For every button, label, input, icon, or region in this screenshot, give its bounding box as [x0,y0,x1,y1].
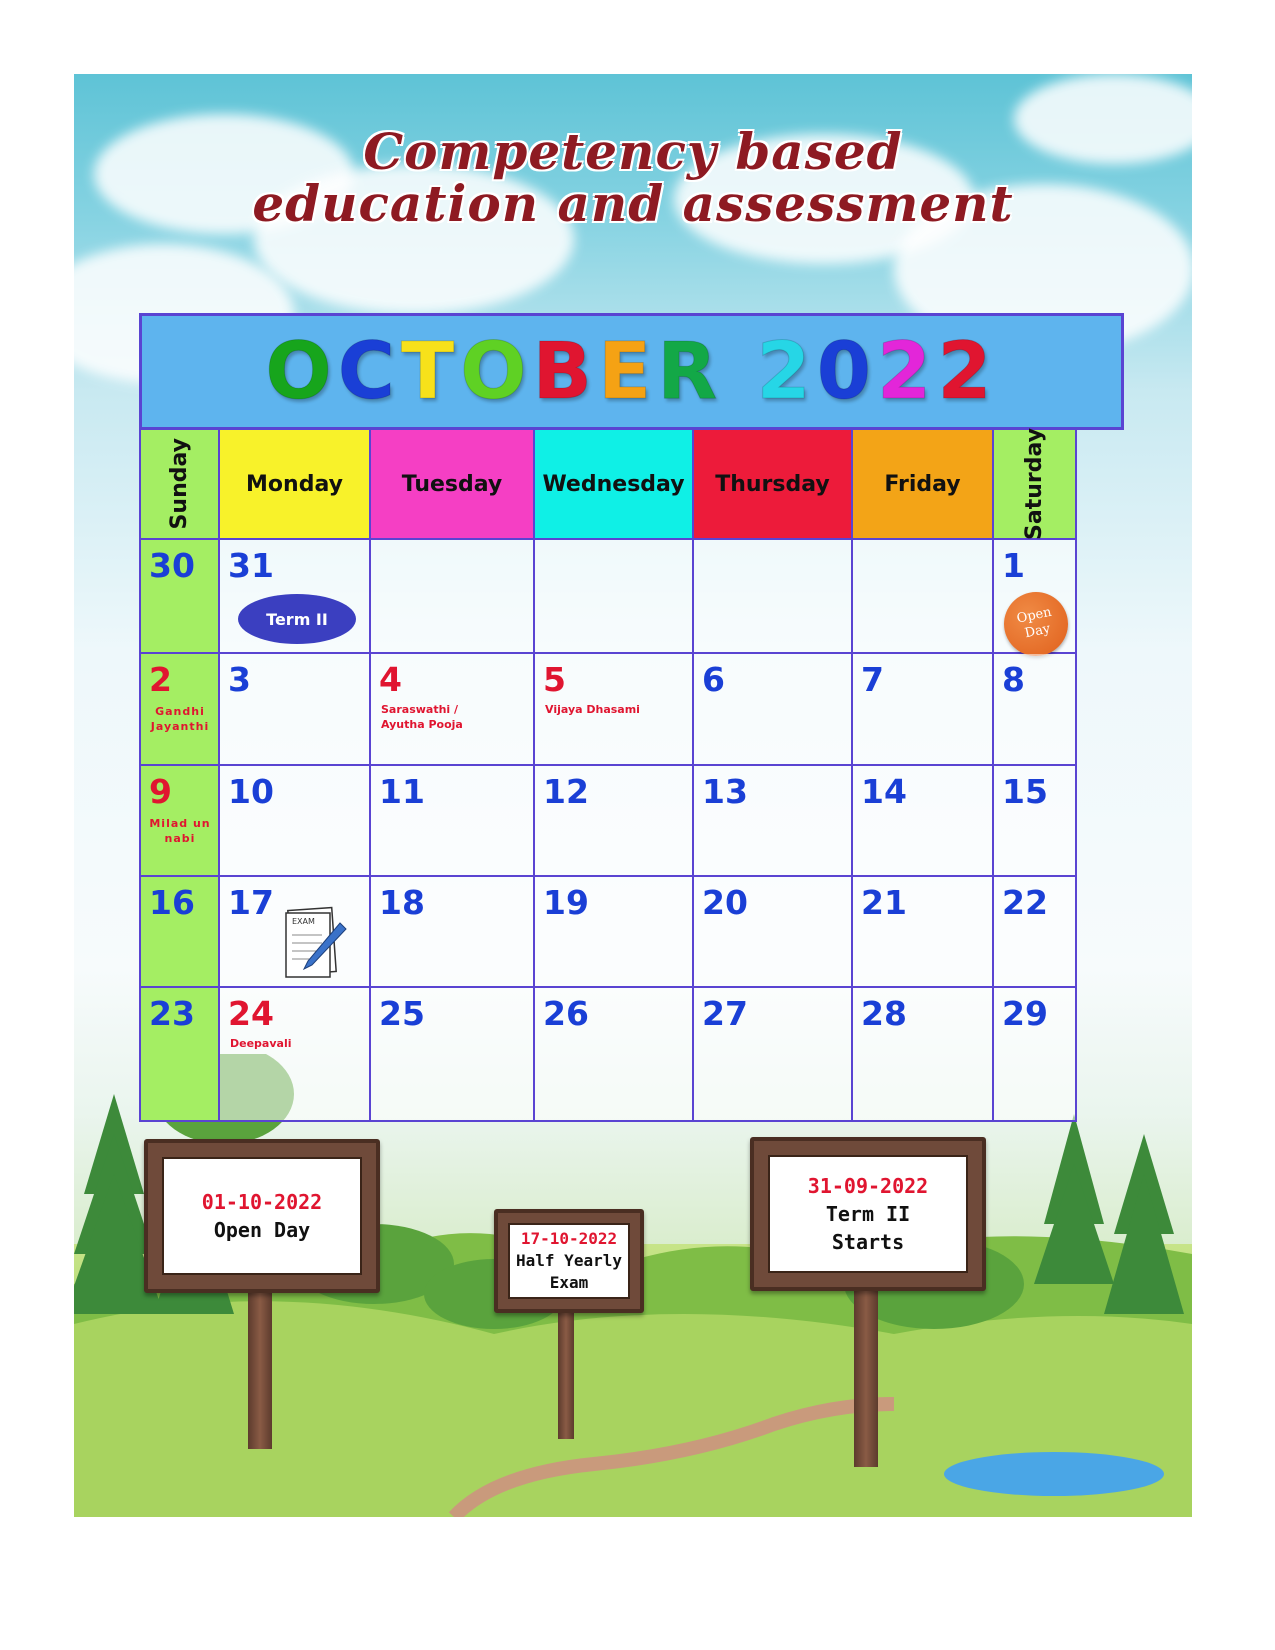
signboard-half-yearly-exam [494,1209,644,1439]
month-header-letter [723,327,756,417]
date-cell-empty[interactable] [853,540,994,654]
sign-label: Half Yearly Exam [516,1251,622,1292]
sign-date: 31-09-2022 [807,1174,929,1198]
date-number: 29 [1002,994,1048,1033]
date-cell-27[interactable] [694,988,853,1122]
date-cell-17[interactable] [220,877,371,988]
date-number: 23 [149,994,195,1033]
date-cell-10[interactable] [220,766,371,877]
month-header [139,313,1124,430]
month-header-letter: 2 [877,326,938,417]
day-header-sunday [139,430,220,540]
day-header-monday [220,430,371,540]
date-number: 28 [861,994,907,1033]
day-header-label: Tuesday [401,471,503,497]
date-cell-22[interactable] [994,877,1077,988]
date-number: 11 [379,772,425,811]
date-cell-4[interactable] [371,654,535,766]
sign-board [494,1209,644,1313]
day-header-label: Thursday [715,471,830,497]
month-header-letter: O [265,326,338,417]
date-cell-19[interactable] [535,877,694,988]
date-number: 22 [1002,883,1048,922]
open-day-badge [998,586,1074,662]
month-header-letter: B [532,326,598,417]
date-cell-3[interactable] [220,654,371,766]
date-number: 31 [228,546,274,585]
date-cell-28[interactable] [853,988,994,1122]
date-number: 19 [543,883,589,922]
date-number: 17 [228,883,274,922]
page-title [74,122,1192,233]
day-header-label: Monday [246,471,343,497]
date-cell-23[interactable] [139,988,220,1122]
exam-paper-icon [282,903,350,983]
date-number: 26 [543,994,589,1033]
title-line-1: Competency based [363,122,903,181]
signboard-term-two [750,1137,990,1467]
date-cell-25[interactable] [371,988,535,1122]
sign-panel [768,1155,968,1273]
date-cell-26[interactable] [535,988,694,1122]
day-header-saturday [994,430,1077,540]
date-number: 10 [228,772,274,811]
date-cell-empty[interactable] [371,540,535,654]
day-header-label: Wednesday [542,471,685,497]
exam-paper-label: EXAM [292,917,315,926]
date-number: 9 [149,772,172,811]
date-cell-24[interactable] [220,988,371,1122]
day-header-tuesday [371,430,535,540]
date-cell-12[interactable] [535,766,694,877]
day-header-wednesday [535,430,694,540]
date-number: 7 [861,660,884,699]
signboard-open-day [144,1139,384,1449]
date-number: 18 [379,883,425,922]
date-cell-15[interactable] [994,766,1077,877]
date-cell-31[interactable] [220,540,371,654]
date-number: 12 [543,772,589,811]
date-number: 20 [702,883,748,922]
date-number: 25 [379,994,425,1033]
holiday-note: Deepavali [230,1037,292,1050]
month-header-letter: 0 [816,326,878,417]
date-number: 13 [702,772,748,811]
date-number: 8 [1002,660,1025,699]
date-cell-5[interactable] [535,654,694,766]
date-number: 5 [543,660,566,699]
sign-board [750,1137,986,1291]
date-cell-2[interactable] [139,654,220,766]
month-header-letter: O [460,326,533,417]
pine-trees-right [1034,1114,1184,1314]
month-header-letter: T [400,326,461,417]
date-cell-18[interactable] [371,877,535,988]
date-cell-1[interactable] [994,540,1077,654]
date-number: 16 [149,883,195,922]
sign-label: Term II Starts [825,1202,911,1254]
month-header-letter: R [657,326,724,417]
date-cell-empty[interactable] [535,540,694,654]
date-cell-20[interactable] [694,877,853,988]
sign-panel [162,1157,362,1275]
date-number: 27 [702,994,748,1033]
date-cell-7[interactable] [853,654,994,766]
holiday-note: Milad un nabi [149,817,211,845]
day-header-label: Sunday [167,438,192,530]
date-cell-16[interactable] [139,877,220,988]
date-cell-11[interactable] [371,766,535,877]
day-header-label: Saturday [1022,428,1047,540]
sign-date: 17-10-2022 [520,1229,618,1248]
date-cell-9[interactable] [139,766,220,877]
open-day-badge-text: Open Day [1015,604,1053,642]
date-number: 14 [861,772,907,811]
sign-post [558,1305,574,1439]
date-cell-14[interactable] [853,766,994,877]
date-cell-13[interactable] [694,766,853,877]
calendar-poster [74,74,1192,1517]
date-number: 3 [228,660,251,699]
date-cell-29[interactable] [994,988,1077,1122]
month-header-letter: 2 [756,326,817,417]
date-cell-8[interactable] [994,654,1077,766]
day-header-thursday [694,430,853,540]
day-header-friday [853,430,994,540]
holiday-note: Gandhi Jayanthi [150,705,210,733]
date-number: 4 [379,660,402,699]
date-cell-21[interactable] [853,877,994,988]
date-number: 24 [228,994,274,1033]
sign-label: Open Day [213,1218,311,1242]
month-header-letter: C [337,326,401,417]
date-number: 6 [702,660,725,699]
date-cell-30[interactable] [139,540,220,654]
date-number: 2 [149,660,172,699]
date-cell-6[interactable] [694,654,853,766]
date-number: 21 [861,883,907,922]
term-two-badge: Term II [238,594,356,644]
sign-date: 01-10-2022 [201,1190,323,1214]
date-number: 1 [1002,546,1025,585]
month-header-letter: 2 [937,326,998,417]
sign-post [854,1287,878,1467]
sign-board [144,1139,380,1293]
sign-panel [508,1223,630,1299]
month-header-letter: E [597,326,658,417]
date-number: 30 [149,546,195,585]
day-header-label: Friday [884,471,961,497]
date-number: 15 [1002,772,1048,811]
title-line-2: education and assessment [252,174,1014,233]
sign-post [248,1289,272,1449]
holiday-note: Vijaya Dhasami [545,703,640,716]
holiday-note: Saraswathi / Ayutha Pooja [381,703,463,731]
date-cell-empty[interactable] [694,540,853,654]
